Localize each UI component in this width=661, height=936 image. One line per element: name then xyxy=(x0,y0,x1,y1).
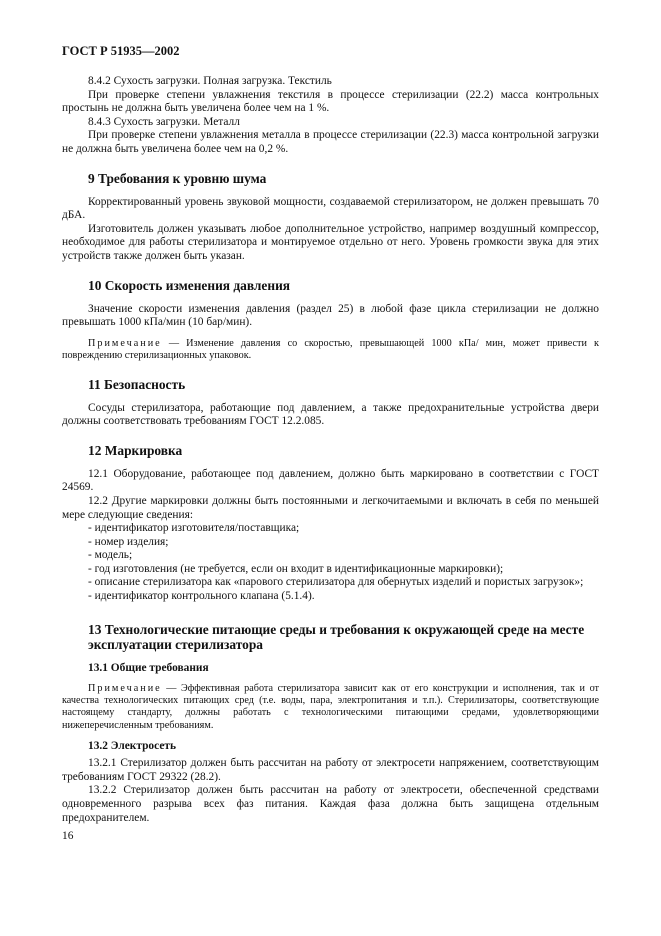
list-item: - год изготовления (не требуется, если он входит в идентификационные маркировки); xyxy=(88,562,504,575)
section-9-para-1: Корректированный уровень звуковой мощности, создаваемой стерилизатором, не должен превышать 70 дБА. xyxy=(62,195,599,222)
list-item: - идентификатор изготовителя/поставщика; xyxy=(88,522,300,535)
clause-12-2: 12.2 Другие маркировки должны быть постоянными и легкочитаемыми и включать в себя по меньшей мере следующие сведения: xyxy=(62,494,599,521)
list-item: - модель; xyxy=(88,549,133,562)
section-10-heading: 10 Скорость изменения давления xyxy=(88,277,291,293)
subsection-13-1-heading: 13.1 Общие требования xyxy=(88,661,209,674)
section-12-heading: 12 Маркировка xyxy=(88,442,183,458)
section-9-heading: 9 Требования к уровню шума xyxy=(88,170,267,186)
note-label: Примечание xyxy=(88,337,162,349)
list-item: - описание стерилизатора как «парового стерилизатора для обернутых изделий и пористых загрузок»; xyxy=(88,576,584,589)
note-label: Примечание xyxy=(88,682,162,694)
section-11-para-1: Сосуды стерилизатора, работающие под давлением, а также предохранительные устройства двери должны соответствовать требованиям ГОСТ 12.2.085. xyxy=(62,401,599,428)
section-11-heading: 11 Безопасность xyxy=(88,376,186,392)
clause-8-4-2-title: 8.4.2 Сухость загрузки. Полная загрузка. Текстиль xyxy=(88,75,332,87)
clause-8-4-2-text: При проверке степени увлажнения текстиля в процессе стерилизации (22.2) масса контрольных простынь не должна быть увеличена более чем на 1 %. xyxy=(62,88,599,115)
section-13-note xyxy=(62,683,599,733)
section-10-note xyxy=(62,338,599,363)
note-text: — Эффективная работа стерилизатора зависит как от его конструкции и исполнения, так и от качества технологических питающих сред (т.е. воды, пара, электропитания и т.п.). Стерилизаторы, соответствующие настоящему стандарту, должны работать с технологическими питающими средами, удовлетворяющими нижеперечисленным требованиям. xyxy=(62,682,599,731)
section-13-heading: 13 Технологические питающие среды и требования к окружающей среде на месте эксплуатации стерилизатора xyxy=(88,621,585,652)
note-text: — Изменение давления со скоростью, превышающей 1000 кПа/ мин, может привести к повреждению стерилизационных упаковок. xyxy=(62,337,599,362)
page-number: 16 xyxy=(62,830,74,842)
list-item: - идентификатор контрольного клапана (5.1.4). xyxy=(88,590,315,603)
clause-8-4-3-text: При проверке степени увлажнения металла в процессе стерилизации (22.3) масса контрольной загрузки не должна быть увеличена более чем на 0,2 %. xyxy=(62,129,599,155)
clause-13-2-1: 13.2.1 Стерилизатор должен быть рассчитан на работу от электросети напряжением, соответствующим требованиям ГОСТ 29322 (28.2). xyxy=(62,757,599,783)
clause-8-4-3-title: 8.4.3 Сухость загрузки. Металл xyxy=(88,115,240,128)
running-header: ГОСТ Р 51935—2002 xyxy=(62,44,180,58)
document-page xyxy=(62,44,599,825)
clause-12-1: 12.1 Оборудование, работающее под давлением, должно быть маркировано в соответствии с ГОСТ 24569. xyxy=(62,467,599,494)
section-9-para-2: Изготовитель должен указывать любое дополнительное устройство, например воздушный компрессор, необходимое для работы стерилизатора и монтируемое отдельно от него. Уровень громкости звука для этих устройств также должен быть указан. xyxy=(62,222,599,262)
clause-13-2-2: 13.2.2 Стерилизатор должен быть рассчитан на работу от электросети, обеспеченной средствами одновременного разрыва всех фаз питания. Каждая фаза должна быть защищена отдельным предохранителем. xyxy=(62,784,599,824)
list-item: - номер изделия; xyxy=(88,535,169,548)
section-10-para-1: Значение скорости изменения давления (раздел 25) в любой фазе цикла стерилизации не должно превышать 1000 кПа/мин (10 бар/мин). xyxy=(62,302,599,329)
subsection-13-2-heading: 13.2 Электросеть xyxy=(88,740,176,753)
